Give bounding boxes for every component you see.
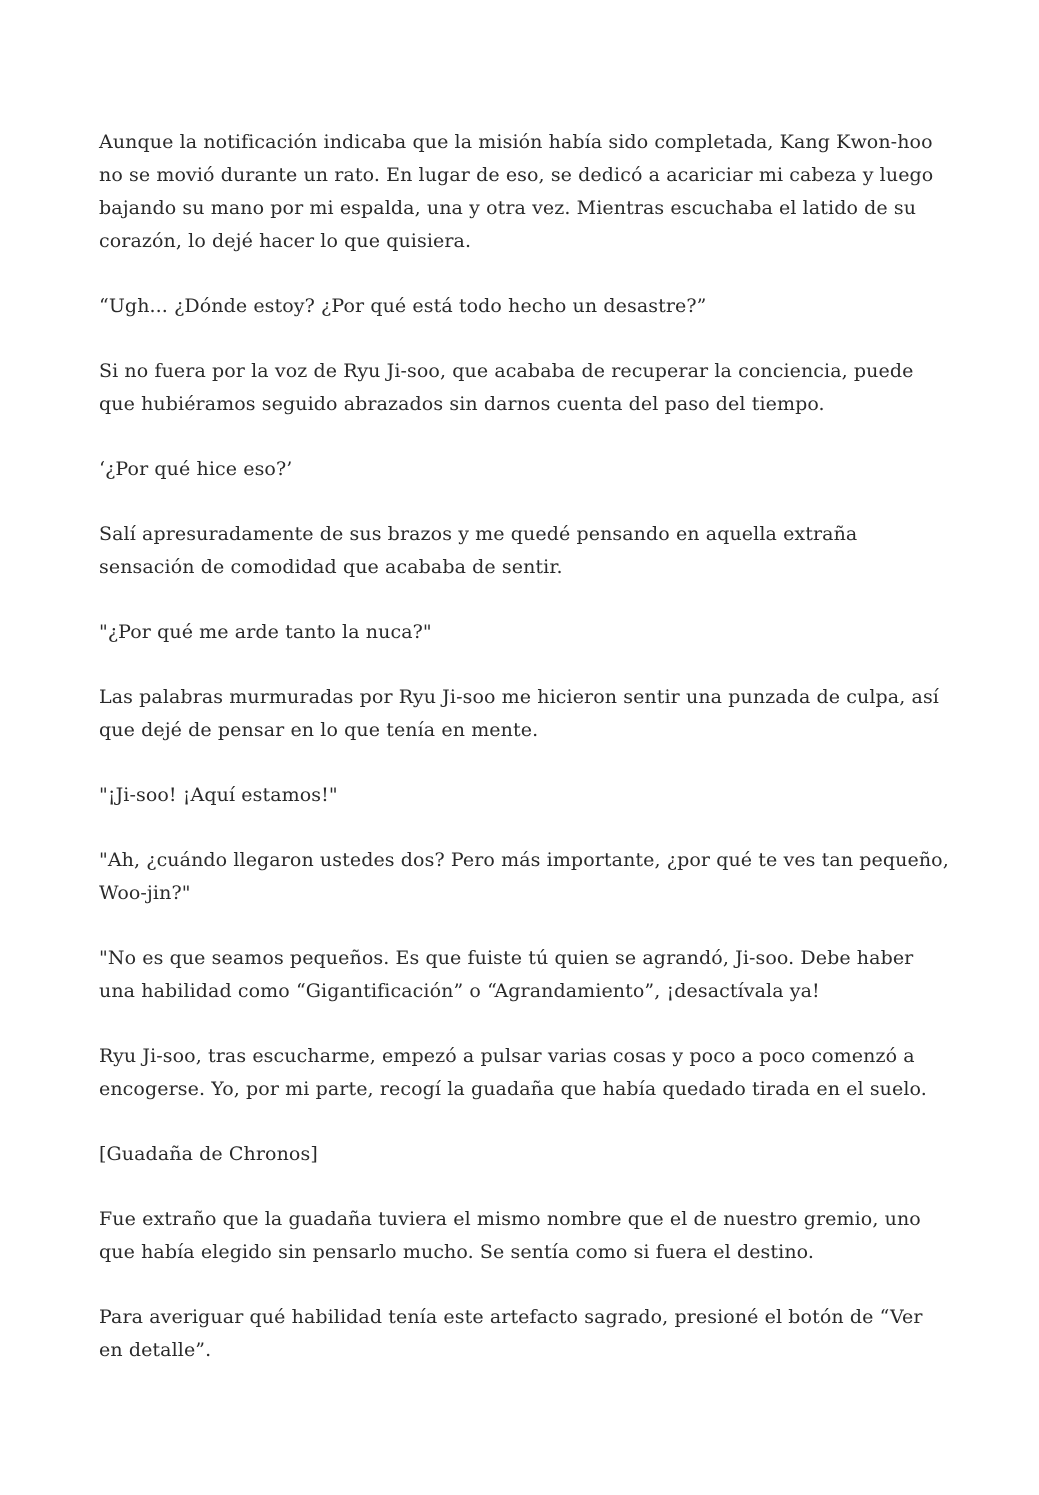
paragraph: Salí apresuradamente de sus brazos y me quedé pensando en aquella extraña sensación de comodidad que acababa de sentir. (99, 523, 858, 578)
paragraph: Ryu Ji-soo, tras escucharme, empezó a pulsar varias cosas y poco a poco comenzó a encogerse. Yo, por mi parte, recogí la guadaña que había quedado tirada en el suelo. (99, 1045, 927, 1100)
paragraph: [Guadaña de Chronos] (99, 1143, 318, 1165)
paragraph: "¿Por qué me arde tanto la nuca?" (99, 621, 432, 643)
paragraph: ‘¿Por qué hice eso?’ (99, 458, 293, 480)
paragraph: "No es que seamos pequeños. Es que fuiste tú quien se agrandó, Ji-soo. Debe haber una habilidad como “Gigantificación” o “Agrandamiento”, ¡desactívala ya! (99, 947, 914, 1002)
paragraph: "¡Ji-soo! ¡Aquí estamos!" (99, 784, 338, 806)
document-page (99, 126, 949, 1399)
paragraph: Fue extraño que la guadaña tuviera el mismo nombre que el de nuestro gremio, uno que había elegido sin pensarlo mucho. Se sentía como si fuera el destino. (99, 1208, 921, 1263)
paragraph: Las palabras murmuradas por Ryu Ji-soo me hicieron sentir una punzada de culpa, así que dejé de pensar en lo que tenía en mente. (99, 686, 939, 741)
paragraph: "Ah, ¿cuándo llegaron ustedes dos? Pero más importante, ¿por qué te ves tan pequeño, Woo-jin?" (99, 849, 949, 904)
paragraph: Aunque la notificación indicaba que la misión había sido completada, Kang Kwon-hoo no se movió durante un rato. En lugar de eso, se dedicó a acariciar mi cabeza y luego bajando su mano por mi espalda, una y otra vez. Mientras escuchaba el latido de su corazón, lo dejé hacer lo que quisiera. (99, 131, 934, 252)
paragraph: Si no fuera por la voz de Ryu Ji-soo, que acababa de recuperar la conciencia, puede que hubiéramos seguido abrazados sin darnos cuenta del paso del tiempo. (99, 360, 914, 415)
paragraph: Para averiguar qué habilidad tenía este artefacto sagrado, presioné el botón de “Ver en detalle”. (99, 1306, 923, 1361)
paragraph: “Ugh... ¿Dónde estoy? ¿Por qué está todo hecho un desastre?” (99, 295, 707, 317)
